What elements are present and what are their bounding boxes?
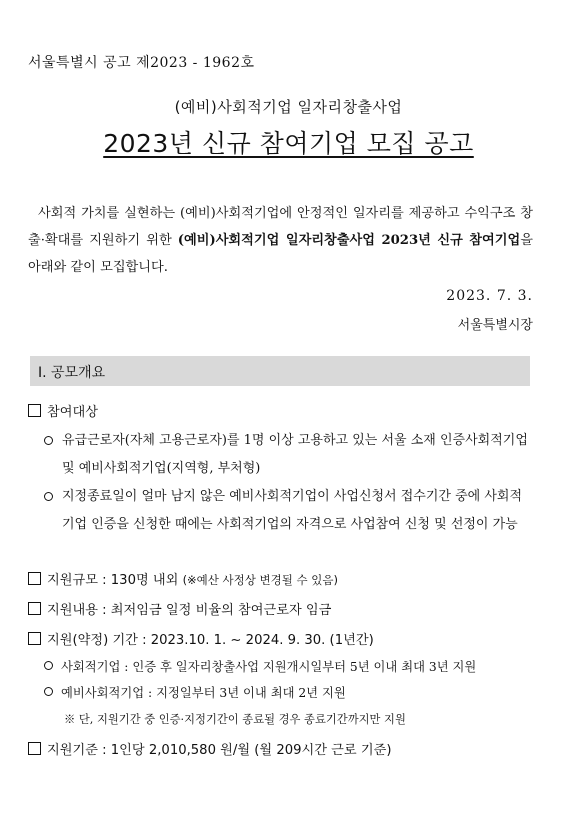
checkbox-square-icon — [28, 404, 41, 417]
period-bullet-1-text: 사회적기업 : 인증 후 일자리창출사업 지원개시일부터 5년 이내 최대 3년 지원 — [61, 660, 477, 674]
circle-bullet-icon — [44, 661, 53, 670]
checkbox-square-icon — [28, 632, 41, 645]
intro-bold-text: (예비)사회적기업 일자리창출사업 2023년 신규 참여기업 — [177, 233, 521, 248]
document-title — [0, 124, 577, 160]
period-item — [28, 629, 374, 648]
checkbox-square-icon — [28, 602, 41, 615]
scale-label: 지원규모 : 130명 내외 — [47, 573, 183, 588]
content-label: 지원내용 : 최저임금 일정 비율의 참여근로자 임금 — [47, 603, 332, 618]
section-heading-bar — [30, 356, 530, 386]
circle-bullet-icon — [44, 492, 53, 501]
target-label: 참여대상 — [47, 405, 98, 420]
period-bullet-2 — [44, 683, 346, 701]
period-note: ※ 단, 지원기간 중 인증·지정기간이 종료될 경우 종료기간까지만 지원 — [64, 713, 406, 726]
content-item — [28, 599, 331, 618]
intro-text-after: 을 아래와 같이 모집합니다. — [28, 233, 533, 275]
intro-text-before: 사회적 가치를 실현하는 (예비)사회적기업에 안정적인 일자리를 제공하고 수익구조 창출·확대를 지원하기 위한 — [28, 206, 533, 248]
circle-bullet-icon — [44, 687, 53, 696]
circle-bullet-icon — [44, 436, 53, 445]
target-bullet-2-text: 지정종료일이 얼마 남지 않은 예비사회적기업이 사업신청서 접수기간 중에 사회적기업 인증을 신청한 때에는 사회적기업의 자격으로 사업참여 신청 및 선정이 가능 — [62, 489, 523, 532]
checkbox-square-icon — [28, 572, 41, 585]
scale-item — [28, 569, 338, 588]
target-item — [28, 401, 98, 420]
target-bullet-1-text: 유급근로자(자체 고용근로자)를 1명 이상 고용하고 있는 서울 소재 인증사회적기업 및 예비사회적기업(지역형, 부처형) — [62, 433, 528, 476]
period-label: 지원(약정) 기간 : 2023.10. 1. ~ 2024. 9. 30. (1년간) — [47, 633, 374, 648]
announcement-date: 2023. 7. 3. — [446, 288, 533, 304]
period-bullet-2-text: 예비사회적기업 : 지정일부터 3년 이내 최대 2년 지원 — [61, 686, 346, 700]
document-title-text: 2023년 신규 참여기업 모집 공고 — [103, 129, 474, 158]
intro-paragraph — [28, 200, 533, 281]
target-bullet-1 — [62, 427, 532, 483]
section-heading: Ⅰ. 공모개요 — [38, 365, 106, 381]
notice-number: 서울특별시 공고 제2023 - 1962호 — [28, 55, 255, 71]
period-bullet-1 — [44, 657, 476, 675]
standard-note: (월 209시간 근로 기준) — [254, 743, 392, 758]
scale-note: (※예산 사정상 변경될 수 있음) — [182, 573, 338, 587]
document-subtitle: (예비)사회적기업 일자리창출사업 — [174, 98, 403, 116]
issuer-name: 서울특별시장 — [457, 318, 533, 333]
target-bullet-2 — [62, 483, 532, 539]
standard-label: 지원기준 : 1인당 2,010,580 원/월 — [47, 743, 255, 758]
standard-item — [28, 739, 391, 758]
checkbox-square-icon — [28, 742, 41, 755]
